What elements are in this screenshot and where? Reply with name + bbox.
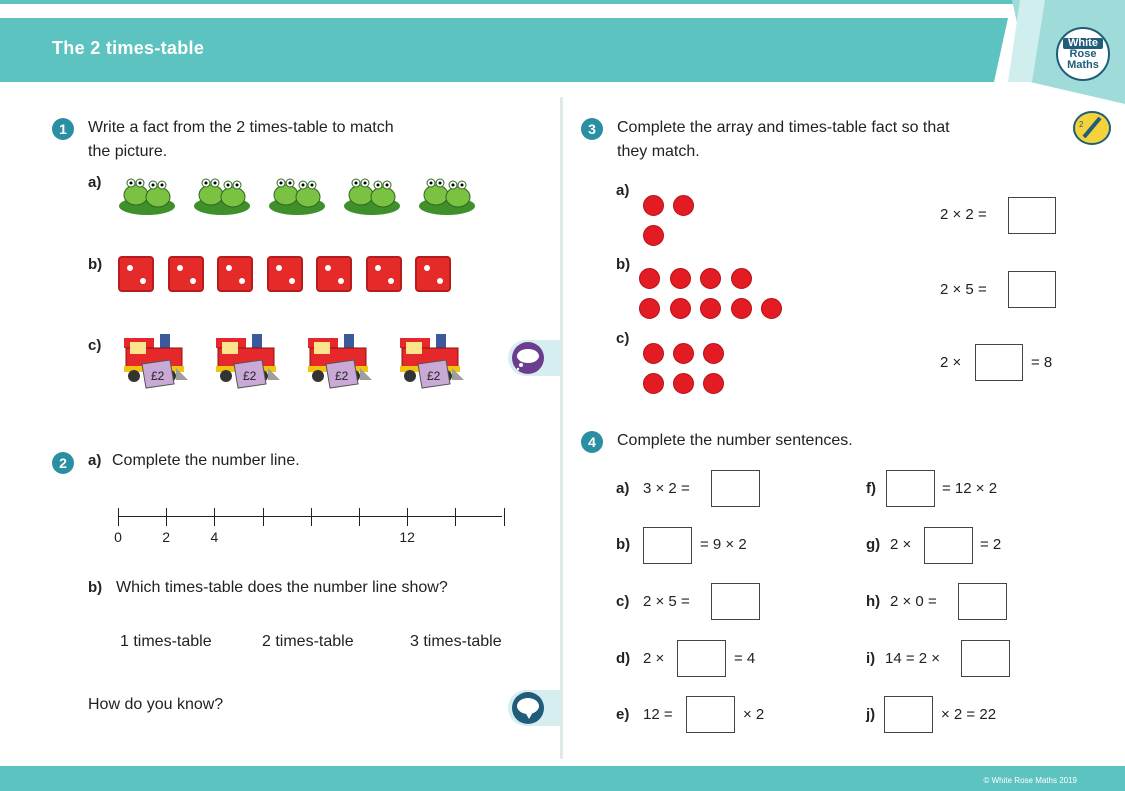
die-pip [239, 278, 245, 284]
q4-j-answer-box[interactable] [884, 696, 933, 733]
copyright: © White Rose Maths 2019 [983, 776, 1077, 785]
q4-c-before: 2 × 5 = [643, 593, 690, 610]
array-counter [639, 298, 660, 319]
logo-word-1: White [1063, 38, 1103, 49]
q4-h-answer-box[interactable] [958, 583, 1007, 620]
q3-part-b-label: b) [616, 256, 631, 273]
question-3-number: 3 [581, 118, 603, 140]
question-1-line-1: Write a fact from the 2 times-table to match [88, 119, 394, 136]
question-4-prompt: Complete the number sentences. [617, 432, 853, 449]
q4-e-label: e) [616, 706, 630, 723]
q4-g-before: 2 × [890, 536, 912, 553]
logo-word-3: Maths [1067, 59, 1099, 71]
number-line-tick [214, 508, 215, 526]
number-line-tick [359, 508, 360, 526]
array-counter [670, 268, 691, 289]
q4-e-answer-box[interactable] [686, 696, 735, 733]
option-3-times-table[interactable]: 3 times-table [410, 633, 502, 650]
q1-frogs-row [118, 170, 488, 216]
die-pip [424, 265, 430, 271]
q2-part-a-text: Complete the number line. [112, 452, 300, 469]
number-line-tick [407, 508, 408, 526]
array-counter [731, 268, 752, 289]
number-line-label: 2 [162, 529, 171, 545]
q1-part-a-label: a) [88, 174, 102, 191]
die-pip [276, 265, 282, 271]
toy-train-icon [396, 330, 466, 392]
die-icon [366, 256, 402, 292]
q4-d-answer-box[interactable] [677, 640, 726, 677]
die-icon [168, 256, 204, 292]
array-counter [761, 298, 782, 319]
die-icon [118, 256, 154, 292]
die-pip [437, 278, 443, 284]
q1-part-b-label: b) [88, 256, 103, 273]
number-line-label: 0 [114, 529, 122, 545]
q4-c-answer-box[interactable] [711, 583, 760, 620]
q4-e-before: 12 = [643, 706, 673, 723]
array-counter [643, 225, 664, 246]
q4-j-after: × 2 = 22 [941, 706, 997, 723]
q4-j-label: j) [866, 706, 876, 723]
q4-b-after: = 9 × 2 [700, 536, 747, 553]
q4-b-label: b) [616, 536, 631, 553]
q1-trains-row [120, 330, 500, 392]
toy-train-icon [120, 330, 190, 392]
array-counter [643, 195, 664, 216]
svg-text:2: 2 [1079, 120, 1084, 129]
array-counter [643, 343, 664, 364]
die-icon [415, 256, 451, 292]
question-1-number: 1 [52, 118, 74, 140]
toy-train-icon [212, 330, 282, 392]
q4-g-after: = 2 [980, 536, 1002, 553]
die-pip [226, 265, 232, 271]
q2-part-b-text: Which times-table does the number line show? [116, 579, 448, 596]
question-4-number: 4 [581, 431, 603, 453]
q4-f-after: = 12 × 2 [942, 480, 998, 497]
footer-bar [0, 766, 1125, 791]
die-pip [177, 265, 183, 271]
q3-b-fact: 2 × 5 = [940, 281, 987, 298]
q4-d-after: = 4 [734, 650, 756, 667]
array-counter [700, 298, 721, 319]
question-2-number: 2 [52, 452, 74, 474]
q3-array-a [643, 195, 813, 251]
array-counter [673, 373, 694, 394]
q3-c-answer-box[interactable] [975, 344, 1023, 381]
think-bubble-icon[interactable] [511, 341, 545, 375]
q3-c-fact-right: = 8 [1031, 354, 1053, 371]
question-1-line-2: the picture. [88, 143, 168, 160]
number-line-tick [118, 508, 119, 526]
q4-g-label: g) [866, 536, 881, 553]
die-pip [127, 265, 133, 271]
number-line-label: 4 [210, 529, 219, 545]
speech-bubble-icon[interactable] [511, 691, 545, 725]
number-line-tick [504, 508, 505, 526]
question-3-line-2: they match. [617, 143, 700, 160]
q1-part-c-label: c) [88, 337, 102, 354]
q3-a-answer-box[interactable] [1008, 197, 1056, 234]
frog-pair-icon [118, 170, 176, 216]
die-pip [325, 265, 331, 271]
question-1-prompt [88, 116, 528, 164]
die-icon [217, 256, 253, 292]
how-do-you-know: How do you know? [88, 696, 224, 713]
die-pip [190, 278, 196, 284]
q4-f-answer-box[interactable] [886, 470, 935, 507]
frog-pair-icon [343, 170, 401, 216]
number-line-tick [263, 508, 264, 526]
die-pip [338, 278, 344, 284]
number-line-label: 12 [399, 529, 415, 545]
q4-c-label: c) [616, 593, 630, 610]
array-counter [643, 373, 664, 394]
die-icon [267, 256, 303, 292]
array-counter [673, 195, 694, 216]
array-counter [670, 298, 691, 319]
frog-pair-icon [268, 170, 326, 216]
price-tag-label: £2 [243, 369, 257, 383]
q4-i-before: 14 = 2 × [885, 650, 941, 667]
array-counter [731, 298, 752, 319]
q4-i-label: i) [866, 650, 876, 667]
q4-h-label: h) [866, 593, 881, 610]
q1-dice-row [118, 256, 468, 296]
array-counter [639, 268, 660, 289]
price-tag-label: £2 [335, 369, 349, 383]
q2-part-b-label: b) [88, 579, 103, 596]
price-tag-label: £2 [151, 369, 165, 383]
die-pip [289, 278, 295, 284]
array-counter [700, 268, 721, 289]
option-1-times-table[interactable]: 1 times-table [120, 633, 212, 650]
number-line-tick [166, 508, 167, 526]
array-counter [703, 373, 724, 394]
die-pip [375, 265, 381, 271]
logo-word-2: Rose [1069, 48, 1097, 60]
q4-d-before: 2 × [643, 650, 665, 667]
q4-f-label: f) [866, 480, 876, 497]
brand-logo [1056, 27, 1110, 81]
q3-c-fact-left: 2 × [940, 354, 962, 371]
option-2-times-table[interactable]: 2 times-table [262, 633, 354, 650]
question-3-prompt [617, 116, 1057, 164]
q4-i-answer-box[interactable] [961, 640, 1010, 677]
q4-e-after: × 2 [743, 706, 765, 723]
number-line-tick [311, 508, 312, 526]
q3-part-c-label: c) [616, 330, 630, 347]
q4-a-answer-box[interactable] [711, 470, 760, 507]
die-icon [316, 256, 352, 292]
q4-a-label: a) [616, 480, 630, 497]
frog-pair-icon [193, 170, 251, 216]
frog-pair-icon [418, 170, 476, 216]
number-line-tick [455, 508, 456, 526]
die-pip [140, 278, 146, 284]
q4-g-answer-box[interactable] [924, 527, 973, 564]
price-tag-label: £2 [427, 369, 441, 383]
q3-b-answer-box[interactable] [1008, 271, 1056, 308]
number-line [114, 506, 508, 546]
q4-a-before: 3 × 2 = [643, 480, 690, 497]
q3-part-a-label: a) [616, 182, 630, 199]
q2-part-a-label: a) [88, 452, 102, 469]
page-title: The 2 times-table [52, 38, 205, 58]
q4-b-answer-box[interactable] [643, 527, 692, 564]
q3-a-fact: 2 × 2 = [940, 206, 987, 223]
question-3-line-1: Complete the array and times-table fact so that [617, 119, 950, 136]
column-divider [560, 97, 563, 759]
q4-d-label: d) [616, 650, 631, 667]
die-pip [388, 278, 394, 284]
q3-array-c [643, 343, 813, 399]
q3-array-b [639, 268, 809, 324]
array-counter [673, 343, 694, 364]
toy-train-icon [304, 330, 374, 392]
pencil-icon [1072, 110, 1112, 146]
array-counter [703, 343, 724, 364]
q4-h-before: 2 × 0 = [890, 593, 937, 610]
